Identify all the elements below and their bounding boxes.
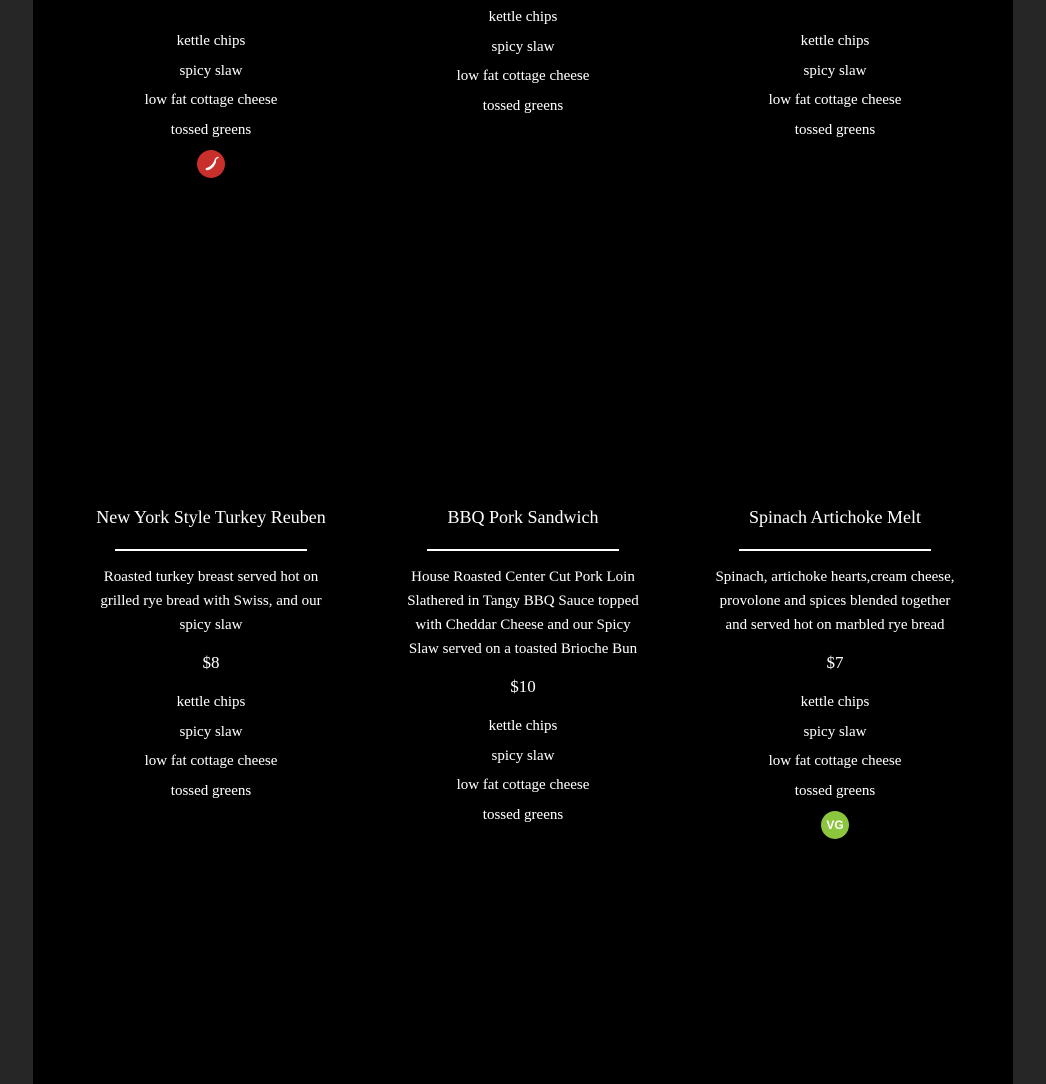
item-price: $7	[826, 653, 844, 672]
side-item: kettle chips	[488, 9, 558, 25]
side-item: low fat cottage cheese	[768, 753, 902, 769]
title-divider	[739, 549, 931, 551]
vegetarian-icon: VG	[821, 811, 849, 839]
side-item: kettle chips	[800, 33, 870, 49]
side-item: spicy slaw	[803, 723, 867, 740]
side-item: tossed greens	[482, 97, 564, 114]
item-description: Spinach, artichoke hearts,cream cheese, provolone and spices blended together and served hot on marbled rye bread	[715, 569, 955, 633]
side-item: kettle chips	[176, 33, 246, 49]
side-item: low fat cottage cheese	[456, 68, 590, 84]
side-item: tossed greens	[482, 806, 564, 823]
side-item: spicy slaw	[491, 38, 555, 55]
side-item: tossed greens	[794, 782, 876, 799]
title-divider	[427, 549, 619, 551]
side-item: low fat cottage cheese	[768, 92, 902, 108]
side-item: kettle chips	[488, 718, 558, 734]
side-item: kettle chips	[176, 694, 246, 710]
sides-list	[77, 32, 345, 139]
side-item: low fat cottage cheese	[456, 777, 590, 793]
item-title: Spinach Artichoke Melt	[749, 507, 921, 527]
side-item: spicy slaw	[179, 723, 243, 740]
side-item: low fat cottage cheese	[144, 92, 278, 108]
item-title: BBQ Pork Sandwich	[447, 507, 599, 527]
title-divider	[115, 549, 307, 551]
sides-list	[701, 693, 969, 800]
item-description: Roasted turkey breast served hot on grilled rye bread with Swiss, and our spicy slaw	[100, 569, 322, 633]
sides-list	[389, 717, 657, 824]
side-item: tossed greens	[170, 121, 252, 138]
side-item: tossed greens	[170, 782, 252, 799]
side-item: low fat cottage cheese	[144, 753, 278, 769]
menu-item-bbq-pork	[389, 506, 657, 835]
item-price: $8	[202, 653, 220, 672]
sides-list	[701, 32, 969, 139]
item-title: New York Style Turkey Reuben	[96, 507, 326, 527]
side-item: tossed greens	[794, 121, 876, 138]
item-description: House Roasted Center Cut Pork Loin Slathered in Tangy BBQ Sauce topped with Cheddar Cheese and our Spicy Slaw served on a toasted Brioche Bun	[407, 569, 639, 657]
menu-page	[33, 0, 1013, 1084]
side-item: spicy slaw	[179, 62, 243, 79]
side-item: spicy slaw	[803, 62, 867, 79]
item-price: $10	[510, 677, 536, 696]
top-item-col-2	[389, 8, 657, 126]
side-item: spicy slaw	[491, 747, 555, 764]
menu-item-turkey-reuben	[77, 506, 345, 811]
side-item: kettle chips	[800, 694, 870, 710]
top-item-col-1	[77, 32, 345, 178]
chili-pepper-icon	[197, 150, 225, 178]
top-item-col-3	[701, 32, 969, 150]
menu-item-spinach-artichoke	[701, 506, 969, 839]
sides-list	[389, 8, 657, 115]
sides-list	[77, 693, 345, 800]
